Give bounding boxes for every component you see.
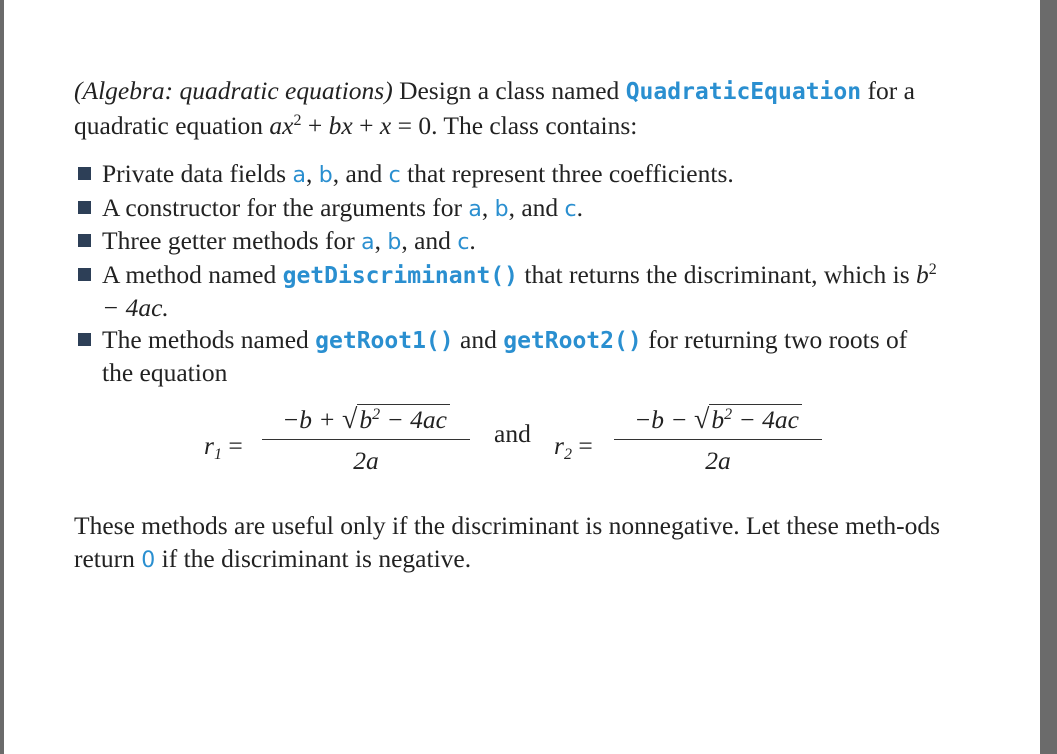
- radicand-b: b: [359, 404, 373, 434]
- bullet-square-icon: [78, 201, 91, 214]
- r2-symbol: r: [554, 430, 564, 460]
- eq-exponent: 2: [293, 112, 302, 129]
- list-item: [74, 192, 944, 226]
- topic-label: (Algebra: quadratic equations): [74, 76, 393, 105]
- field-a-code: a: [361, 230, 375, 255]
- field-a-code: a: [292, 163, 306, 188]
- list-item: [74, 158, 944, 192]
- method-root2-code: getRoot2(): [503, 327, 642, 354]
- item-text: ,: [305, 159, 319, 188]
- exercise-content: [74, 74, 944, 577]
- outro-text: These methods are useful only if the discriminant is nonnegative. Let these meth-ods return: [74, 510, 941, 573]
- radicand: [357, 404, 450, 434]
- r1-subscript: 1: [213, 445, 222, 463]
- item-text: Three getter methods for: [102, 226, 362, 255]
- bullet-square-icon: [78, 268, 91, 281]
- eq-term: bx: [328, 111, 353, 140]
- item-text: A method named: [102, 259, 283, 289]
- equals-sign: =: [571, 430, 593, 460]
- r1-label: [204, 429, 243, 462]
- item-text: , and: [508, 192, 565, 222]
- item-text: that returns the discriminant, which is: [518, 259, 917, 289]
- field-c-code: c: [564, 196, 577, 222]
- numerator-r1: [262, 403, 470, 439]
- item-text: A constructor for the arguments for: [102, 192, 469, 222]
- intro-text: The class contains:: [437, 111, 638, 140]
- radicand-exponent: 2: [724, 405, 733, 423]
- radicand: [709, 404, 802, 434]
- math-term: − 4ac.: [102, 293, 169, 322]
- num-lead: −b −: [634, 404, 694, 434]
- radicand-b: b: [711, 404, 725, 434]
- bullet-square-icon: [78, 234, 91, 247]
- intro-text: Design a class named: [392, 76, 626, 105]
- eq-term: x: [379, 111, 392, 140]
- field-c-code: c: [388, 163, 401, 188]
- bullet-square-icon: [78, 333, 91, 346]
- equals-sign: =: [221, 430, 243, 460]
- item-text: , and: [401, 226, 458, 255]
- viewer-scrollbar-track[interactable]: [1040, 0, 1057, 754]
- outro-text: if the discriminant is negative.: [155, 543, 472, 573]
- requirements-list: [74, 158, 944, 389]
- item-text: Private data fields: [102, 159, 293, 188]
- denominator-r1: 2a: [353, 446, 379, 475]
- method-root1-code: getRoot1(): [315, 327, 454, 354]
- radicand-rest: − 4ac: [732, 404, 799, 434]
- eq-term: ax: [269, 111, 294, 140]
- eq-operator: +: [301, 111, 329, 140]
- item-text: , and: [332, 159, 389, 188]
- sqrt-icon: √: [342, 403, 358, 435]
- zero-value-code: 0: [141, 547, 156, 573]
- class-name-code: QuadraticEquation: [625, 79, 862, 105]
- num-lead: −b +: [282, 404, 342, 434]
- sqrt-icon: √: [694, 403, 710, 435]
- radicand-exponent: 2: [372, 405, 381, 423]
- item-text: ,: [481, 192, 495, 222]
- field-b-code: b: [387, 230, 402, 255]
- numerator-r2: [614, 403, 822, 439]
- item-text: for returning two roots of the equation: [102, 324, 908, 387]
- field-b-code: b: [494, 196, 509, 222]
- math-term: b: [916, 259, 929, 289]
- item-text: The methods named: [102, 324, 316, 354]
- item-text: that represent three coefficients.: [400, 159, 734, 188]
- denominator-r2: 2a: [705, 446, 731, 475]
- item-text: .: [576, 192, 583, 222]
- list-item: [74, 225, 944, 259]
- field-c-code: c: [457, 230, 470, 255]
- document-page: [4, 0, 1040, 754]
- field-a-code: a: [468, 196, 482, 222]
- r2-label: [554, 429, 593, 462]
- list-item: [74, 259, 944, 324]
- item-text: and: [453, 324, 504, 354]
- r1-symbol: r: [204, 430, 214, 460]
- intro-paragraph: [74, 74, 944, 142]
- item-text: ,: [374, 226, 388, 255]
- item-text: .: [469, 226, 476, 255]
- fraction-r1: [262, 403, 470, 478]
- fraction-r2: [614, 403, 822, 478]
- r2-subscript: 2: [563, 445, 572, 463]
- and-word: and: [494, 418, 531, 448]
- math-exponent: 2: [928, 260, 937, 278]
- outro-paragraph: [74, 509, 944, 577]
- roots-formula: [74, 403, 944, 495]
- list-item: [74, 324, 944, 389]
- bullet-square-icon: [78, 167, 91, 180]
- field-b-code: b: [318, 163, 333, 188]
- intro-text: for a quadratic equation: [74, 76, 915, 140]
- eq-equals: = 0.: [391, 111, 438, 140]
- radicand-rest: − 4ac: [380, 404, 447, 434]
- method-discriminant-code: getDiscriminant(): [282, 262, 518, 289]
- eq-operator: +: [352, 111, 380, 140]
